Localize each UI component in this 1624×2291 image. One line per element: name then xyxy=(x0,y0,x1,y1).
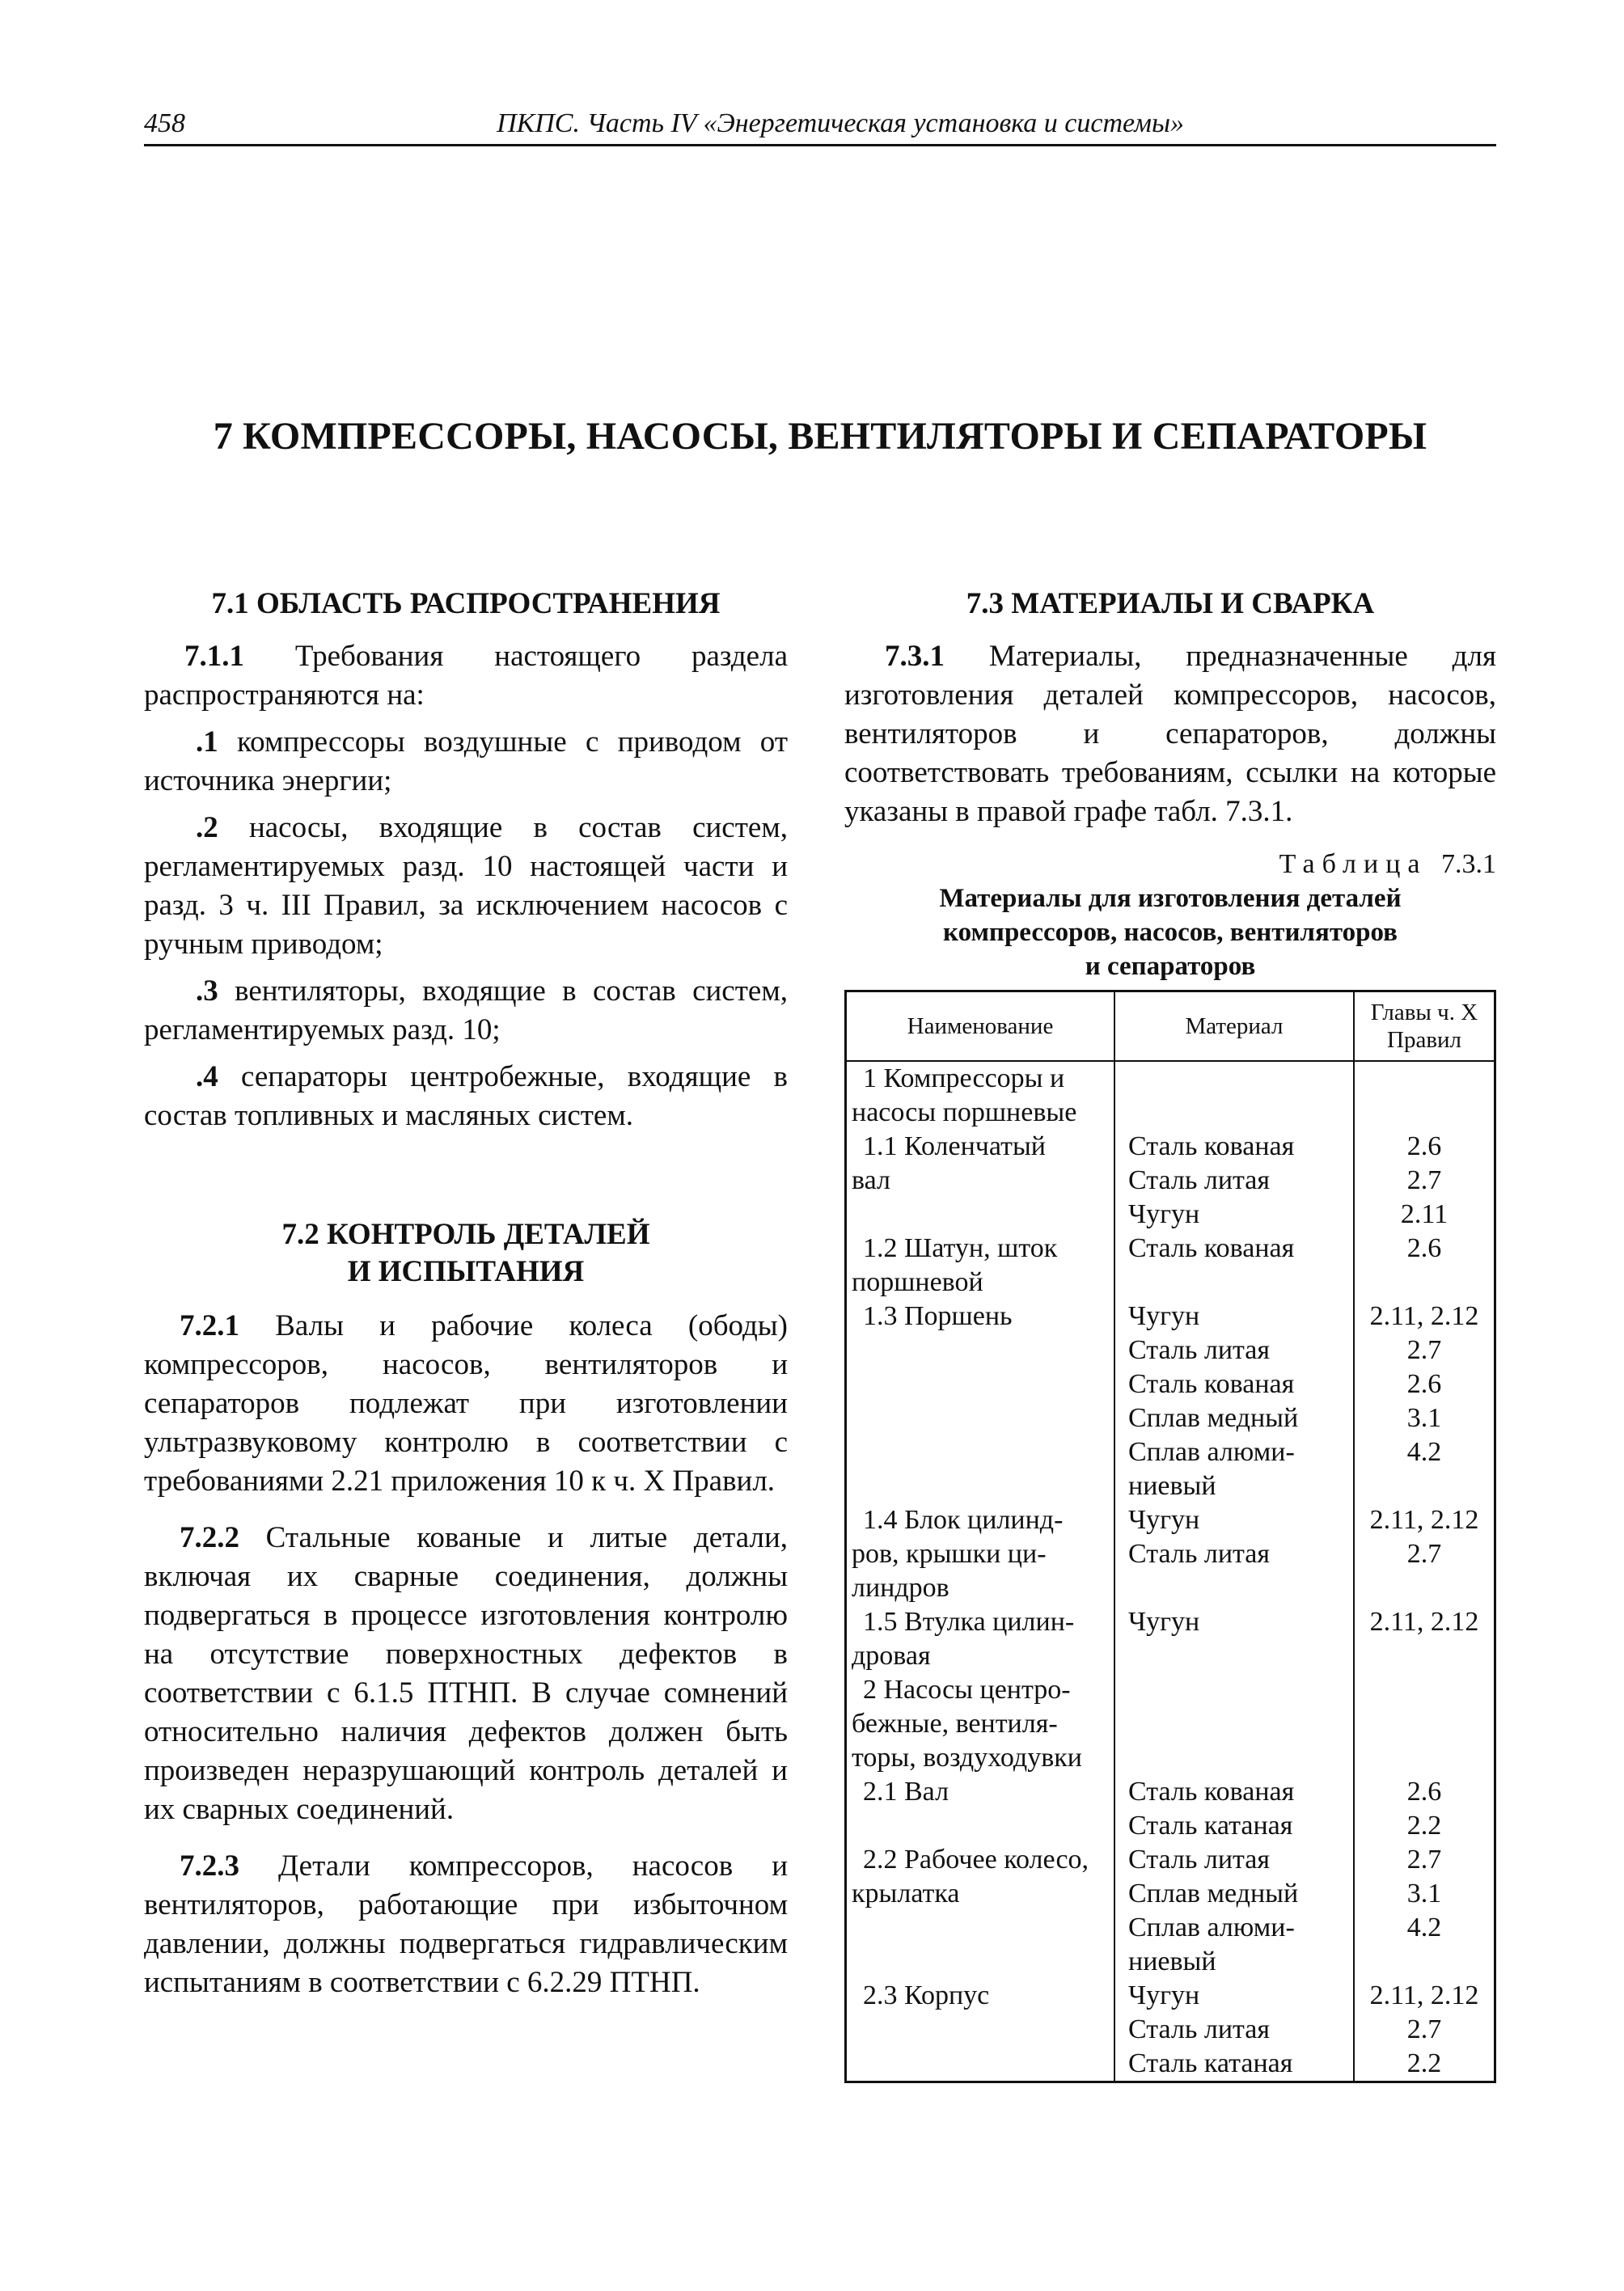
cell-chapters xyxy=(1354,1775,1495,1843)
cell-line: 3.1 xyxy=(1406,1403,1442,1433)
paragraph-7-2-3 xyxy=(144,1847,788,2002)
cell-line: поршневой xyxy=(852,1267,983,1297)
item-number: .3 xyxy=(196,974,218,1008)
table-label-word: Таблица xyxy=(1279,849,1427,879)
left-column xyxy=(144,585,788,2002)
cell-line: Чугун xyxy=(1128,1980,1200,2010)
cell-line: 2.7 xyxy=(1406,1335,1442,1365)
cell-line: Сплав медный xyxy=(1128,1879,1299,1908)
cell-line: 2.3 Корпус xyxy=(863,1980,990,2010)
cell-line: 2.11 xyxy=(1400,1199,1448,1229)
cell-line: Сталь кованая xyxy=(1128,1777,1295,1807)
table-row xyxy=(846,1843,1495,1979)
cell-line: дровая xyxy=(852,1641,931,1671)
cell-line: 2.2 xyxy=(1406,1811,1442,1841)
cell-material xyxy=(1114,1775,1354,1843)
cell-line: Сплав медный xyxy=(1128,1403,1299,1433)
cell-line: 4.2 xyxy=(1406,1913,1442,1942)
item-text: сепараторы центробежные, входящие в состав топливных и масляных систем. xyxy=(144,1060,788,1132)
paragraph-text: Требования настоящего раздела распространяются на: xyxy=(144,640,788,712)
paragraph-number: 7.2.1 xyxy=(180,1309,239,1342)
paragraph-text: Детали компрессоров, насосов и вентиляторов, работающие при избыточном давлении, должны подвергаться гидравлическим испытаниям в соответствии с 6.2.29 ПТНП. xyxy=(144,1849,788,1999)
table-row xyxy=(846,1503,1495,1605)
running-title: ПКПС. Часть IV «Энергетическая установка и системы» xyxy=(497,108,1184,138)
list-item-2 xyxy=(144,809,788,964)
table-title xyxy=(844,881,1496,983)
cell-line: 1.2 Шатун, шток xyxy=(863,1233,1058,1263)
cell-line: Сталь катаная xyxy=(1128,2048,1293,2078)
section-7-1-heading: 7.1 ОБЛАСТЬ РАСПРОСТРАНЕНИЯ xyxy=(211,587,721,620)
cell-line: 1.1 Коленчатый xyxy=(863,1131,1046,1161)
cell-line: Сплав алюми- xyxy=(1128,1437,1295,1467)
cell-line: 3.1 xyxy=(1406,1879,1442,1908)
cell-line: Чугун xyxy=(1128,1505,1200,1535)
cell-material xyxy=(1114,1673,1354,1775)
cell-line: Сталь литая xyxy=(1128,1845,1271,1875)
cell-chapters xyxy=(1354,1673,1495,1775)
cell-name xyxy=(846,1232,1115,1300)
cell-line: 2.1 Вал xyxy=(863,1777,949,1807)
cell-line: 1 Компрессоры и xyxy=(863,1063,1065,1093)
cell-line: 2.7 xyxy=(1406,1539,1442,1569)
cell-line: насосы поршневые xyxy=(852,1097,1077,1127)
running-header xyxy=(144,108,1496,146)
cell-name xyxy=(846,1130,1115,1232)
paragraph-text: Материалы, предназначенные для изготовления деталей компрессоров, насосов, вентиляторов и сепараторов, должны соответствовать требованиям, ссылки на которые указаны в правой графе табл. 7.3.1. xyxy=(844,640,1496,828)
cell-line: 2.6 xyxy=(1406,1233,1442,1263)
table-row xyxy=(846,1300,1495,1503)
cell-line: Сталь кованая xyxy=(1128,1131,1295,1161)
section-7-3-heading: 7.3 МАТЕРИАЛЫ И СВАРКА xyxy=(966,587,1375,620)
cell-line: Сталь катаная xyxy=(1128,1811,1293,1841)
materials-table xyxy=(844,990,1496,2083)
section-7-2-heading xyxy=(144,1216,788,1291)
paragraph-text: Валы и рабочие колеса (ободы) компрессоров, насосов, вентиляторов и сепараторов подлежат при изготовлении ультразвуковому контролю в соответствии с требованиями 2.21 приложения 10 к ч. X Правил. xyxy=(144,1309,788,1498)
table-body xyxy=(846,1061,1495,2082)
cell-line: ниевый xyxy=(1128,1947,1216,1976)
cell-chapters xyxy=(1354,1503,1495,1605)
cell-line: 1.5 Втулка цилин- xyxy=(863,1607,1075,1637)
cell-line: Чугун xyxy=(1128,1607,1200,1637)
cell-material xyxy=(1114,1843,1354,1979)
cell-chapters xyxy=(1354,1300,1495,1503)
col-header-chapters-line-1: Главы ч. X xyxy=(1370,1000,1478,1025)
item-text: насосы, входящие в состав систем, регламентируемых разд. 10 настоящей части и разд. 3 ч. III Правил, за исключением насосов с ручным приводом; xyxy=(144,811,788,961)
cell-line: Чугун xyxy=(1128,1301,1200,1331)
cell-line: Сталь литая xyxy=(1128,1335,1271,1365)
item-number: .2 xyxy=(196,811,218,844)
table-row xyxy=(846,1979,1495,2082)
cell-line: 2.11, 2.12 xyxy=(1369,1607,1479,1637)
paragraph-number: 7.3.1 xyxy=(885,640,945,673)
table-header-row xyxy=(846,991,1495,1062)
table-row xyxy=(846,1232,1495,1300)
table-row xyxy=(846,1061,1495,1130)
cell-chapters xyxy=(1354,1232,1495,1300)
cell-name xyxy=(846,1605,1115,1673)
paragraph-text: Стальные кованые и литые детали, включая их сварные соединения, должны подвергаться в процессе изготовления контролю на отсутствие поверхностных дефектов в соответствии с 6.1.5 ПТНП. В случае сомнений относительно наличия дефектов должен быть произведен неразрушающий контроль деталей и их сварных соединений. xyxy=(144,1521,788,1826)
cell-material xyxy=(1114,1061,1354,1130)
cell-name xyxy=(846,1300,1115,1503)
cell-material xyxy=(1114,1130,1354,1232)
paragraph-7-2-2 xyxy=(144,1519,788,1829)
paragraph-number: 7.2.3 xyxy=(180,1849,239,1883)
table-number: 7.3.1 xyxy=(1441,849,1496,879)
paragraph-7-3-1 xyxy=(844,637,1496,831)
table-title-line-2: компрессоров, насосов, вентиляторов xyxy=(943,918,1398,947)
cell-line: Сталь кованая xyxy=(1128,1233,1295,1263)
cell-line: торы, воздуходувки xyxy=(852,1743,1082,1773)
cell-line: 2.7 xyxy=(1406,1165,1442,1195)
cell-material xyxy=(1114,1232,1354,1300)
cell-line: 2.2 xyxy=(1406,2048,1442,2078)
item-text: вентиляторы, входящие в состав систем, регламентируемых разд. 10; xyxy=(144,974,788,1046)
cell-line: 2.11, 2.12 xyxy=(1369,1301,1479,1331)
cell-line: вал xyxy=(852,1165,890,1195)
cell-line: 4.2 xyxy=(1406,1437,1442,1467)
cell-line: линдров xyxy=(852,1573,949,1603)
cell-line: 1.3 Поршень xyxy=(863,1301,1013,1331)
cell-name xyxy=(846,1979,1115,2082)
heading-line-1: 7.2 КОНТРОЛЬ ДЕТАЛЕЙ xyxy=(281,1218,650,1251)
heading-line-2: И ИСПЫТАНИЯ xyxy=(347,1255,585,1288)
cell-line: Сплав алюми- xyxy=(1128,1913,1295,1942)
cell-line: 2.7 xyxy=(1406,2014,1442,2044)
cell-line: ниевый xyxy=(1128,1471,1216,1501)
cell-chapters xyxy=(1354,1061,1495,1130)
item-text: компрессоры воздушные с приводом от источника энергии; xyxy=(144,725,788,797)
paragraph-number: 7.2.2 xyxy=(180,1521,239,1554)
cell-line: 2.11, 2.12 xyxy=(1369,1505,1479,1535)
cell-line: бежные, вентиля- xyxy=(852,1709,1058,1739)
cell-line: 2.7 xyxy=(1406,1845,1442,1875)
cell-name xyxy=(846,1775,1115,1843)
item-number: .1 xyxy=(196,725,218,759)
cell-name xyxy=(846,1843,1115,1979)
cell-name xyxy=(846,1503,1115,1605)
table-row xyxy=(846,1673,1495,1775)
col-header-chapters xyxy=(1354,991,1495,1062)
col-header-material: Материал xyxy=(1114,991,1354,1062)
cell-material xyxy=(1114,1503,1354,1605)
table-title-line-3: и сепараторов xyxy=(1085,952,1256,981)
cell-line: 2.6 xyxy=(1406,1369,1442,1399)
cell-line: ров, крышки ци- xyxy=(852,1539,1047,1569)
cell-line: 2.6 xyxy=(1406,1777,1442,1807)
chapter-title: 7 КОМПРЕССОРЫ, НАСОСЫ, ВЕНТИЛЯТОРЫ И СЕПАРАТОРЫ xyxy=(213,415,1427,458)
list-item-3 xyxy=(144,972,788,1050)
right-column xyxy=(844,585,1496,2083)
cell-chapters xyxy=(1354,1130,1495,1232)
cell-material xyxy=(1114,1979,1354,2082)
list-item-1 xyxy=(144,723,788,801)
cell-line: 2 Насосы центро- xyxy=(863,1675,1071,1705)
table-row xyxy=(846,1605,1495,1673)
table-title-line-1: Материалы для изготовления деталей xyxy=(939,884,1402,913)
item-number: .4 xyxy=(196,1060,218,1093)
cell-line: Чугун xyxy=(1128,1199,1200,1229)
table-row xyxy=(846,1775,1495,1843)
paragraph-7-1-1 xyxy=(144,637,788,715)
col-header-chapters-line-2: Правил xyxy=(1387,1027,1461,1053)
paragraph-number: 7.1.1 xyxy=(184,640,244,673)
cell-chapters xyxy=(1354,1979,1495,2082)
cell-line: Сталь кованая xyxy=(1128,1369,1295,1399)
cell-line: 2.11, 2.12 xyxy=(1369,1980,1479,2010)
cell-name xyxy=(846,1061,1115,1130)
cell-material xyxy=(1114,1605,1354,1673)
cell-material xyxy=(1114,1300,1354,1503)
cell-line: 1.4 Блок цилинд- xyxy=(863,1505,1064,1535)
cell-chapters xyxy=(1354,1605,1495,1673)
table-label xyxy=(844,848,1496,881)
cell-chapters xyxy=(1354,1843,1495,1979)
list-item-4 xyxy=(144,1058,788,1135)
cell-line: крылатка xyxy=(852,1879,960,1908)
table-row xyxy=(846,1130,1495,1232)
col-header-name: Наименование xyxy=(846,991,1115,1062)
cell-line: Сталь литая xyxy=(1128,1165,1271,1195)
cell-line: 2.6 xyxy=(1406,1131,1442,1161)
cell-name xyxy=(846,1673,1115,1775)
cell-line: Сталь литая xyxy=(1128,1539,1271,1569)
cell-line: 2.2 Рабочее колесо, xyxy=(863,1845,1089,1875)
paragraph-7-2-1 xyxy=(144,1307,788,1501)
cell-line: Сталь литая xyxy=(1128,2014,1271,2044)
page-number: 458 xyxy=(144,108,185,138)
